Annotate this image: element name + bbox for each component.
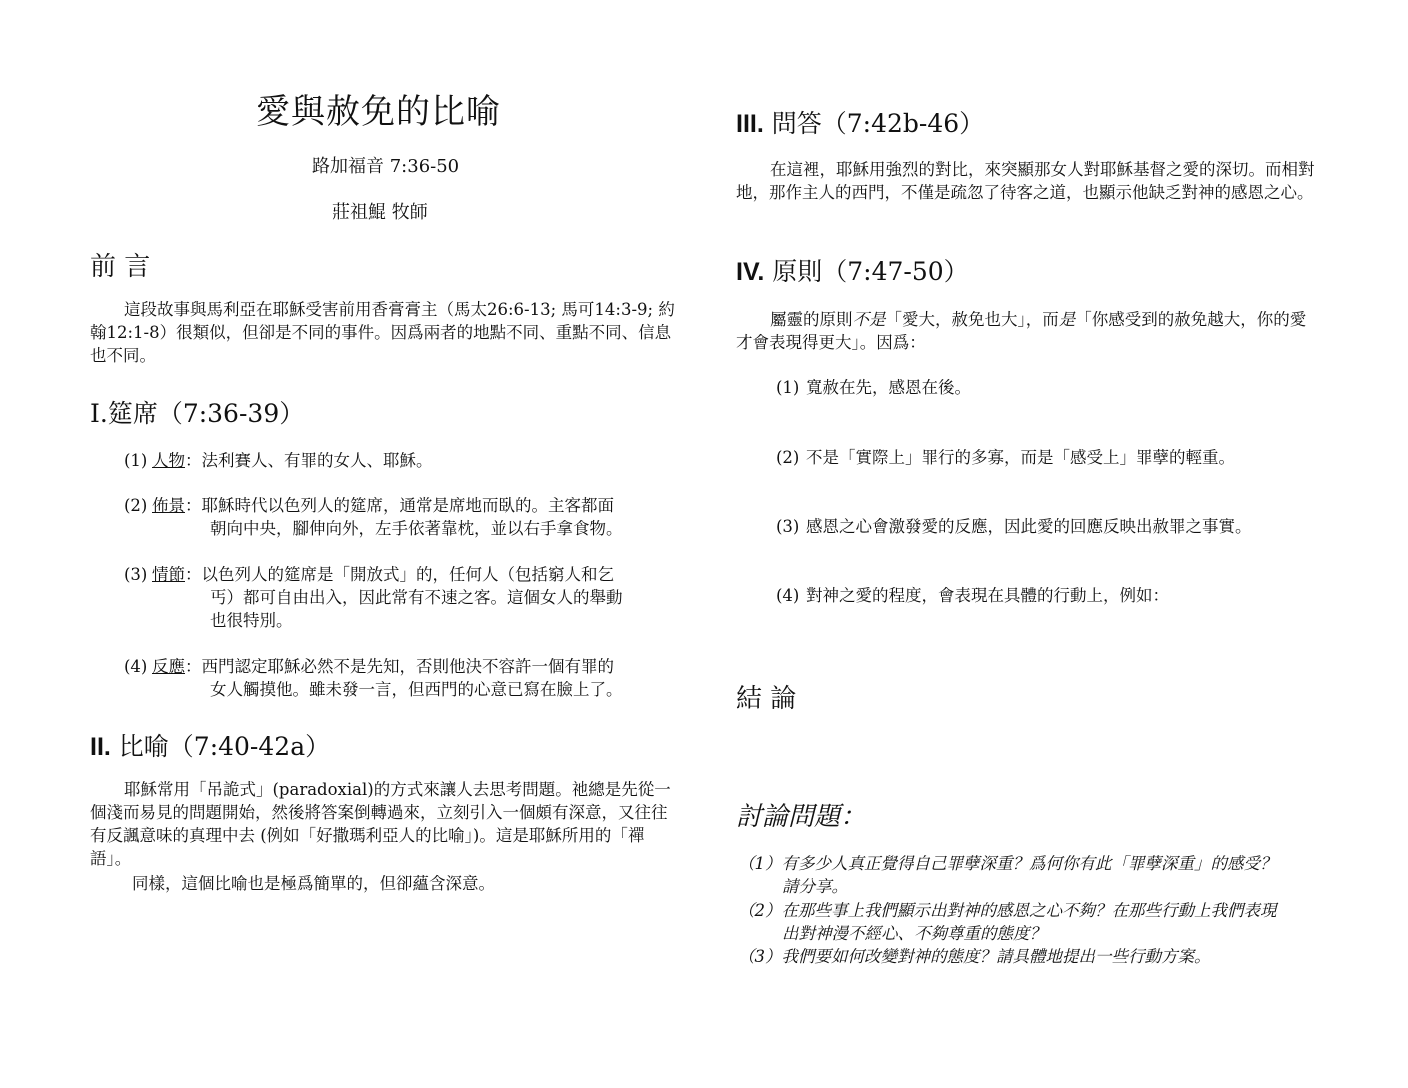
item-text: ：以色列人的筵席是「開放式」的，任何人（包括窮人和乞 [185,565,614,584]
item-text: 不是「實際上」罪行的多寡，而是「感受上」罪孽的輕重。 [806,448,1235,467]
question-number: （2） [738,901,782,920]
section4-heading [736,252,969,288]
principle-4 [776,584,1169,607]
principle-2 [776,446,1235,469]
scripture-reference: 路加福音 7:36-50 [312,156,460,177]
question-continuation: 出對神漫不經心、不夠尊重的態度？ [782,924,1046,943]
para-text: 屬靈的原則 [770,310,853,329]
principle-3 [776,515,1252,538]
item-text: ：耶穌時代以色列人的筵席，通常是席地而臥的。主客都面 [185,496,614,515]
section3-number: III. [736,110,764,138]
item-number: (1) [124,451,148,470]
question-number: （3） [738,947,782,966]
item-number: (4) [776,586,800,605]
section2-paragraph: 耶穌常用「吊詭式」(paradoxial)的方式來讓人去思考問題。祂總是先從一個淺而易見的問題開始，然後將答案倒轉過來，立刻引入一個頗有深意，又往往有反諷意味的真理中去 (例如「好撒瑪利亞人的比喻」)。這是耶穌所用的「禪語」。 [90,780,671,868]
para-text: 「你感受到的赦免越大，你的愛才會表現得更大」。因爲： [736,310,1307,352]
discussion-heading: 討論問題： [736,802,867,832]
item-continuation: 朝向中央，腳伸向外，左手依著靠枕，並以右手拿食物。 [210,519,623,538]
intro-paragraph: 這段故事與馬利亞在耶穌受害前用香膏膏主（馬太26:6-13; 馬可14:3-9; 約翰12:1-8）很類似，但卻是不同的事件。因爲兩者的地點不同、重點不同、信息也不同。 [90,300,675,365]
item-number: (2) [124,496,148,515]
item-text: 寬赦在先，感恩在後。 [806,378,971,397]
conclusion-heading: 結 論 [736,684,797,714]
discussion-question-1 [738,852,1328,898]
section3-title: 問答（7:42b-46） [771,109,985,138]
question-text: 有多少人真正覺得自己罪孽深重？爲何你有此「罪孽深重」的感受？ [781,854,1277,873]
emphasis-is: 是 [1058,310,1076,329]
item-label: 情節 [152,565,185,584]
section1-item-3 [124,563,684,632]
section2-number: II. [90,733,111,761]
item-text: ：西門認定耶穌必然不是先知，否則他決不容許一個有罪的 [185,657,614,676]
item-number: (3) [124,565,148,584]
item-label: 佈景 [152,496,185,515]
item-continuation: 女人觸摸他。雖未發一言，但西門的心意已寫在臉上了。 [210,680,623,699]
section2-title: 比喻（7:40-42a） [118,732,331,761]
section3-paragraph: 在這裡，耶穌用強烈的對比，來突顯那女人對耶穌基督之愛的深切。而相對地，那作主人的西門，不僅是疏忽了待客之道，也顯示他缺乏對神的感恩之心。 [736,160,1315,202]
section1-item-4 [124,655,684,701]
item-label: 反應 [152,657,185,676]
item-label: 人物 [152,451,185,470]
question-text: 在那些事上我們顯示出對神的感恩之心不夠？在那些行動上我們表現 [781,901,1277,920]
section1-item-2 [124,494,684,540]
section1-heading: I.筵席（7:36-39） [90,399,305,428]
para-text: 「愛大，赦免也大」，而 [885,310,1059,329]
section2-heading [90,727,330,763]
section3-heading [736,104,984,140]
page-title: 愛與赦免的比喻 [256,92,501,132]
item-text: ：法利賽人、有罪的女人、耶穌。 [185,451,433,470]
item-number: (1) [776,378,800,397]
item-continuation: 丐）都可自由出入，因此常有不速之客。這個女人的舉動 [210,588,623,607]
item-text: 感恩之心會激發愛的反應，因此愛的回應反映出赦罪之事實。 [806,517,1252,536]
item-number: (4) [124,657,148,676]
section4-title: 原則（7:47-50） [772,257,969,286]
principle-1 [776,376,971,399]
question-continuation: 請分享。 [782,877,848,896]
item-continuation-2: 也很特別。 [210,611,293,630]
question-text: 我們要如何改變對神的態度？請具體地提出一些行動方案。 [781,947,1211,966]
section2-paragraph-2: 同樣，這個比喻也是極爲簡單的，但卻蘊含深意。 [132,874,495,893]
intro-heading: 前 言 [90,252,151,282]
item-number: (2) [776,448,800,467]
section4-paragraph [736,308,1321,354]
question-number: （1） [738,854,782,873]
discussion-question-3 [738,945,1328,968]
item-text: 對神之愛的程度，會表現在具體的行動上，例如： [806,586,1169,605]
author-line: 莊祖鯤 牧師 [332,202,428,223]
section1-item-1 [124,449,433,472]
emphasis-not: 不是 [852,310,886,329]
item-number: (3) [776,517,800,536]
section4-number: IV. [736,258,765,286]
discussion-question-2 [738,899,1328,945]
